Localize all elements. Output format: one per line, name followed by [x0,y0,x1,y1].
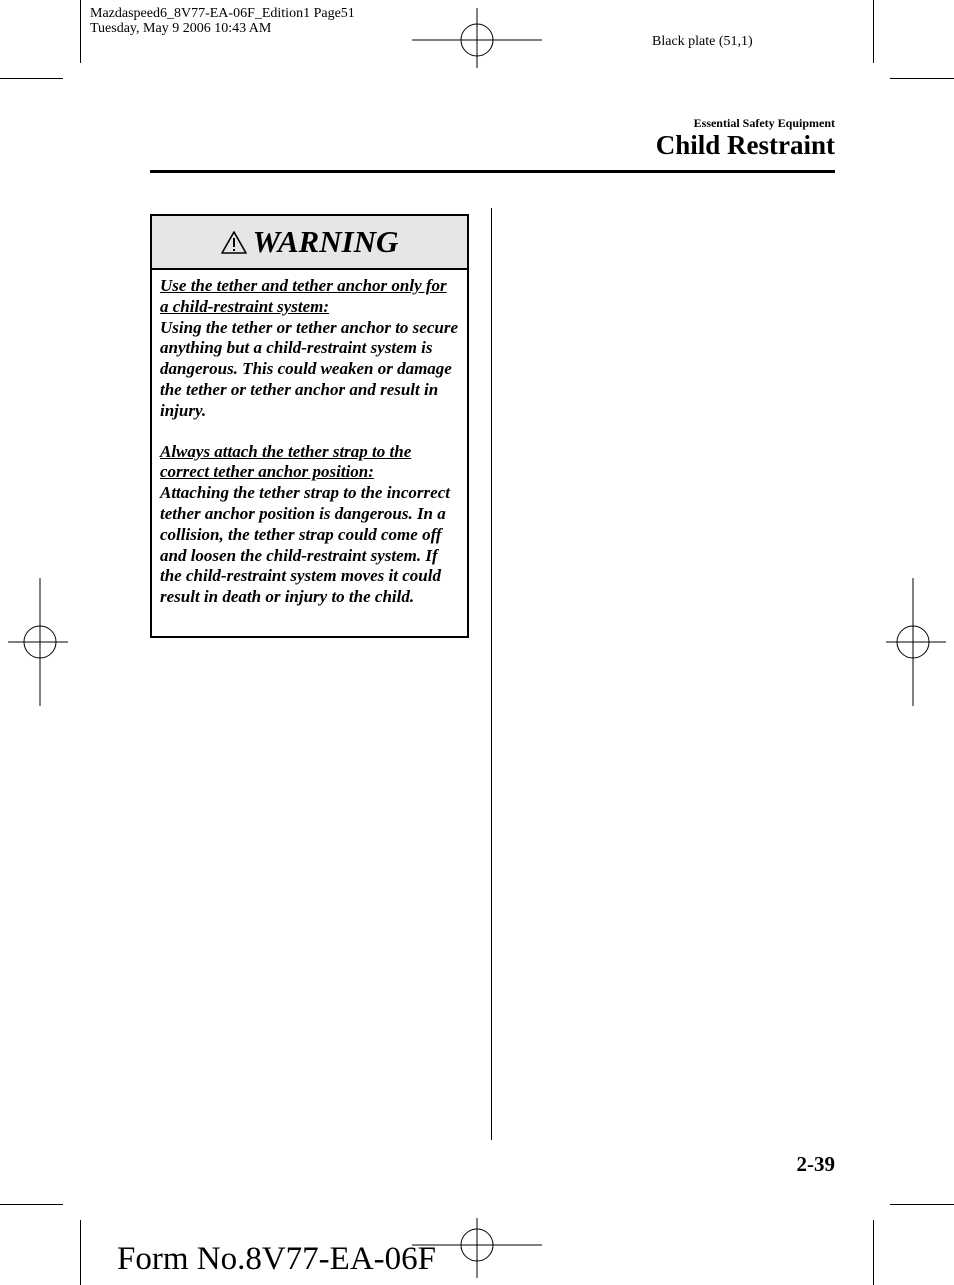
warning-body [152,270,467,608]
warning-item-text: Using the tether or tether anchor to secure anything but a child-restraint system is dangerous. This could weaken or damage the tether or tether anchor and result in injury. [160,317,458,420]
warning-header [152,216,467,270]
column-divider [491,208,492,1140]
warning-label: WARNING [252,224,399,259]
crop-mark [80,0,81,63]
registration-mark-top [412,8,542,68]
title-rule [150,170,835,173]
form-number: Form No.8V77-EA-06F [117,1241,436,1277]
crop-mark [0,78,63,79]
page-number: 2-39 [796,1152,835,1176]
date-line: Tuesday, May 9 2006 10:43 AM [90,21,272,36]
warning-box [150,214,469,638]
warning-item-heading: Always attach the tether strap to the correct tether anchor position: [160,441,412,482]
crop-mark [890,1204,954,1205]
crop-mark [0,1204,63,1205]
warning-triangle-icon [221,231,247,254]
registration-mark-left [8,578,68,706]
warning-item-heading: Use the tether and tether anchor only for a child-restraint system: [160,276,447,316]
registration-mark-right [886,578,946,706]
warning-item-text: Attaching the tether strap to the incorrect tether anchor position is dangerous. In a collision, the tether strap could come off and loosen the child-restraint system. If the child-restraint system moves it could result in death or injury to the child. [160,483,450,607]
plate-label: Black plate (51,1) [652,34,753,49]
crop-mark [890,78,954,79]
crop-mark [873,1220,874,1285]
crop-mark [873,0,874,63]
crop-mark [80,1220,81,1285]
print-metadata [90,6,355,36]
page-title: Child Restraint [655,130,835,160]
section-name: Essential Safety Equipment [693,116,835,130]
file-line: Mazdaspeed6_8V77-EA-06F_Edition1 Page51 [90,6,355,21]
